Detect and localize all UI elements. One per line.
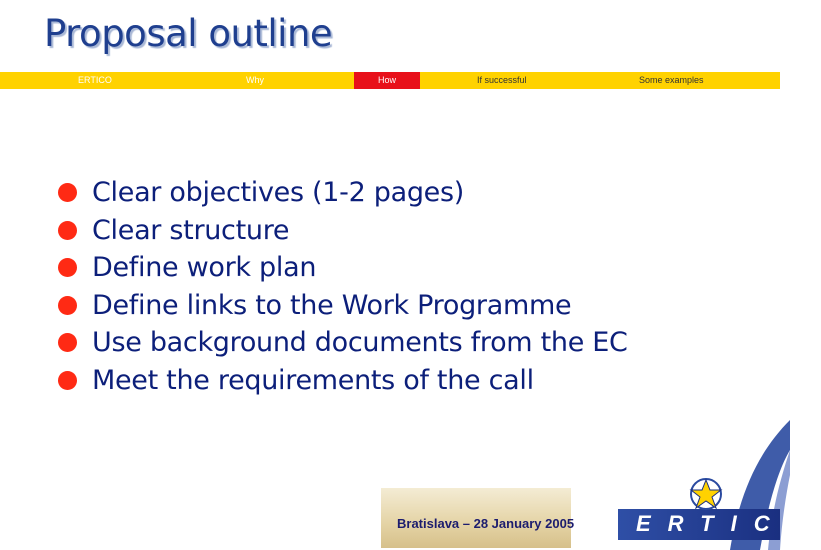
ertico-star-logo-icon (689, 477, 723, 511)
bullet-item (58, 212, 628, 250)
bullet-text: Meet the requirements of the call (92, 364, 534, 396)
red-dot-icon (58, 183, 77, 202)
nav-item-ertico[interactable]: ERTICO (78, 75, 112, 85)
bullet-list (58, 174, 628, 399)
bullet-text: Clear structure (92, 214, 290, 246)
footer-location-date: Bratislava – 28 January 2005 (397, 516, 575, 531)
nav-item-why[interactable]: Why (246, 75, 264, 85)
bullet-text: Define work plan (92, 252, 317, 283)
logo-wordmark: ERTICO (636, 511, 821, 536)
red-dot-icon (58, 296, 77, 315)
bullet-item (58, 174, 628, 212)
slide-title: Proposal outline (44, 12, 333, 55)
bullet-item (58, 362, 628, 400)
section-nav-bar (0, 72, 780, 89)
bullet-item (58, 249, 628, 287)
nav-item-some-examples[interactable]: Some examples (639, 75, 704, 85)
red-dot-icon (58, 333, 77, 352)
bullet-text: Define links to the Work Programme (92, 289, 572, 321)
red-dot-icon (58, 371, 77, 390)
nav-item-how[interactable]: How (354, 72, 420, 89)
red-dot-icon (58, 221, 77, 240)
bullet-item (58, 287, 628, 325)
bullet-item (58, 324, 628, 362)
nav-item-if-successful[interactable]: If successful (477, 75, 527, 85)
bullet-text: Clear objectives (1-2 pages) (92, 177, 464, 208)
bullet-text: Use background documents from the EC (92, 327, 628, 358)
red-dot-icon (58, 258, 77, 277)
